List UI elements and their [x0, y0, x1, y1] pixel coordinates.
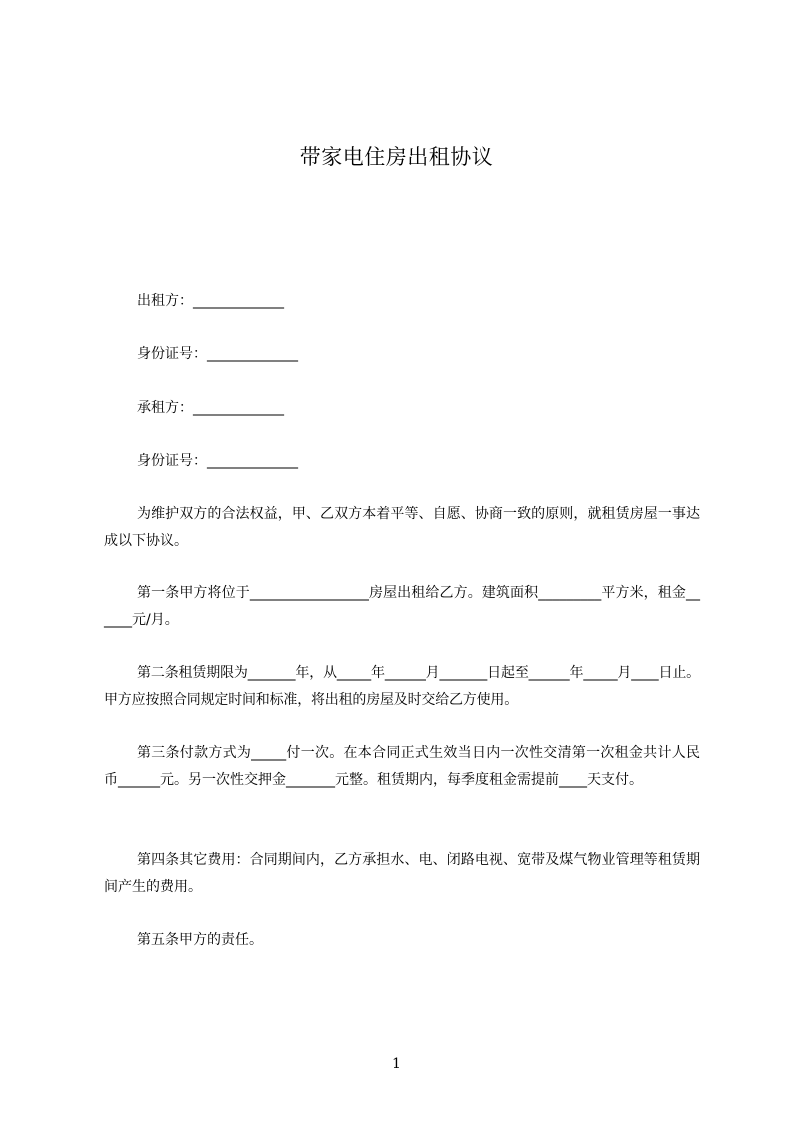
article-5-paragraph: 第五条甲方的责任。 [137, 932, 263, 948]
article-2-paragraph: 第二条租赁期限为_______年，从_____年______月_______日起至______年_____月____日止。甲方应按照合同规定时间和标准，将出租的房屋及时交给乙方使用。 [104, 665, 700, 708]
lessee-id-field: 身份证号：_____________ [137, 453, 298, 469]
article-3-paragraph: 第三条付款方式为_____付一次。在本合同正式生效当日内一次性交清第一次租金共计人民币______元。另一次性交押金_______元整。租赁期内，每季度租金需提前____天支付。 [104, 745, 700, 788]
page-number: 1 [392, 1056, 401, 1072]
document-title: 带家电住房出租协议 [299, 145, 494, 169]
lessor-id-field: 身份证号：_____________ [137, 346, 298, 362]
lessee-field: 承租方：_____________ [137, 400, 284, 416]
article-1-paragraph: 第一条甲方将位于_________________房屋出租给乙方。建筑面积_________平方米，租金______元/月。 [104, 585, 700, 628]
preamble-paragraph: 为维护双方的合法权益，甲、乙双方本着平等、自愿、协商一致的原则，就租赁房屋一事达成以下协议。 [104, 506, 700, 549]
lessor-field: 出租方：_____________ [137, 293, 284, 309]
article-4-paragraph: 第四条其它费用：合同期间内，乙方承担水、电、闭路电视、宽带及煤气物业管理等租赁期间产生的费用。 [104, 852, 700, 895]
